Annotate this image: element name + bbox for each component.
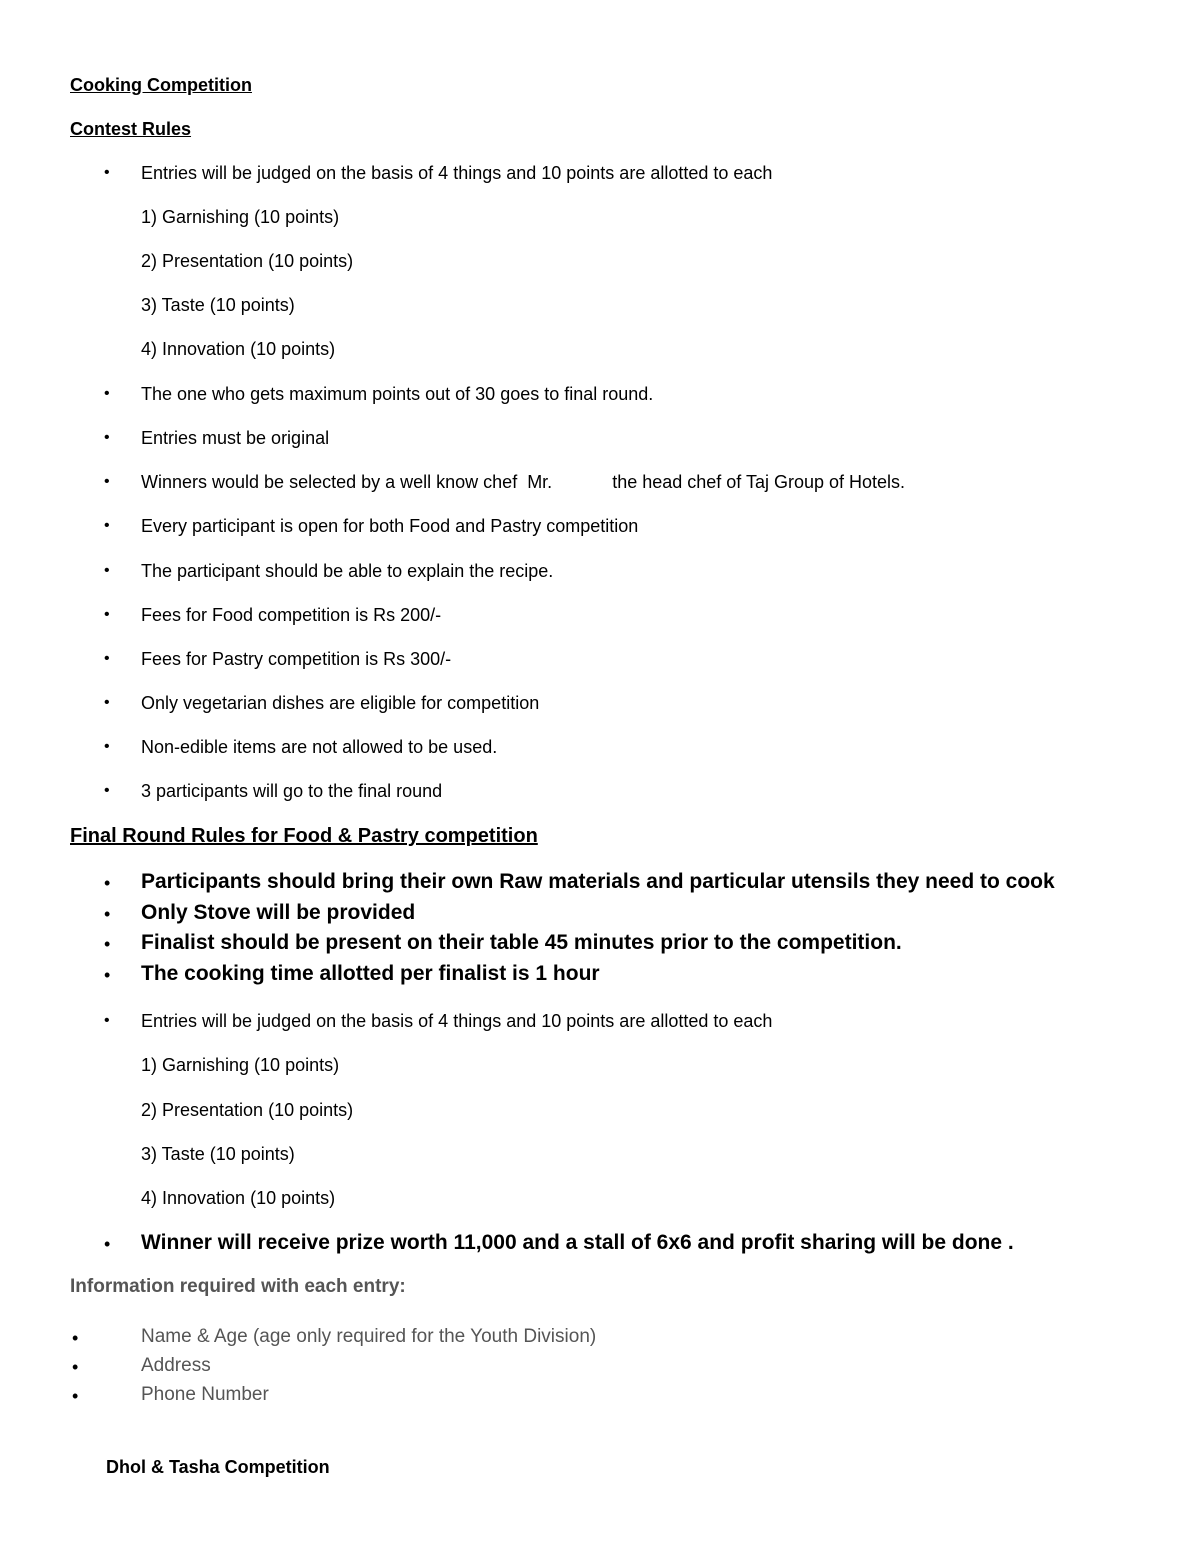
list-item: The one who gets maximum points out of 30 goes to final round.	[141, 384, 654, 404]
list-item: Fees for Pastry competition is Rs 300/-	[141, 649, 452, 669]
list-item: 3 participants will go to the final round	[141, 781, 443, 801]
list-item: Name & Age (age only required for the Youth Division)	[141, 1326, 597, 1347]
criteria-item: 4) Innovation (10 points)	[141, 339, 336, 359]
bullet-icon: •	[72, 1357, 79, 1377]
bullet-icon: •	[104, 738, 110, 755]
list-item: Entries will be judged on the basis of 4 things and 10 points are allotted to each	[141, 163, 773, 183]
contest-rules-heading: Contest Rules	[70, 119, 192, 139]
list-item: Fees for Food competition is Rs 200/-	[141, 605, 442, 625]
criteria-item: 4) Innovation (10 points)	[141, 1188, 336, 1208]
bullet-icon: •	[104, 164, 110, 181]
bullet-icon: •	[104, 517, 110, 534]
bullet-icon: •	[104, 385, 110, 402]
list-item: Non-edible items are not allowed to be used.	[141, 737, 498, 757]
final-round-heading: Final Round Rules for Food & Pastry competition	[70, 825, 538, 847]
bullet-icon: •	[104, 1012, 110, 1029]
list-item: Entries must be original	[141, 428, 330, 448]
bullet-icon: •	[104, 473, 110, 490]
criteria-item: 2) Presentation (10 points)	[141, 251, 354, 271]
list-item: Finalist should be present on their table 45 minutes prior to the competition.	[141, 931, 902, 954]
info-heading: Information required with each entry:	[70, 1276, 406, 1297]
list-item: Participants should bring their own Raw materials and particular utensils they need to cook	[141, 870, 1055, 893]
bullet-icon: •	[104, 904, 111, 924]
criteria-item: 3) Taste (10 points)	[141, 295, 295, 315]
bullet-icon: •	[104, 782, 110, 799]
list-item: The participant should be able to explain the recipe.	[141, 561, 554, 581]
next-section-title: Dhol & Tasha Competition	[106, 1457, 330, 1477]
list-item: Entries will be judged on the basis of 4 things and 10 points are allotted to each	[141, 1011, 773, 1031]
bullet-icon: •	[104, 606, 110, 623]
bullet-icon: •	[104, 873, 111, 893]
list-item: The cooking time allotted per finalist is 1 hour	[141, 962, 600, 985]
criteria-item: 1) Garnishing (10 points)	[141, 207, 340, 227]
bullet-icon: •	[104, 429, 110, 446]
list-item: Winner will receive prize worth 11,000 and a stall of 6x6 and profit sharing will be done .	[141, 1231, 1014, 1254]
bullet-icon: •	[104, 562, 110, 579]
list-item: Only Stove will be provided	[141, 901, 416, 924]
bullet-icon: •	[104, 934, 111, 954]
list-item: Every participant is open for both Food and Pastry competition	[141, 516, 639, 536]
criteria-item: 2) Presentation (10 points)	[141, 1100, 354, 1120]
criteria-item: 3) Taste (10 points)	[141, 1144, 295, 1164]
list-item: Phone Number	[141, 1384, 269, 1405]
list-item: Only vegetarian dishes are eligible for competition	[141, 693, 540, 713]
list-item: Winners would be selected by a well know chef Mr. the head chef of Taj Group of Hotels.	[141, 472, 906, 492]
bullet-icon: •	[104, 650, 110, 667]
page-title: Cooking Competition	[70, 75, 252, 95]
bullet-icon: •	[72, 1328, 79, 1348]
list-item: Address	[141, 1355, 211, 1376]
bullet-icon: •	[104, 694, 110, 711]
bullet-icon: •	[72, 1386, 79, 1406]
bullet-icon: •	[104, 1234, 111, 1254]
bullet-icon: •	[104, 965, 111, 985]
criteria-item: 1) Garnishing (10 points)	[141, 1055, 340, 1075]
